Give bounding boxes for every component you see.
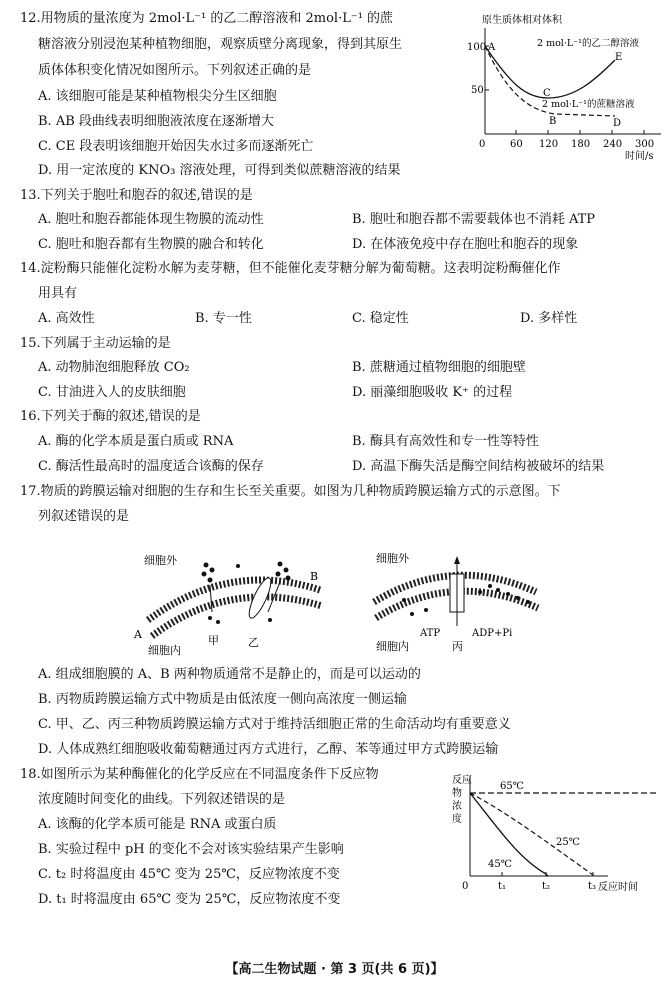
q17-label-jia: 甲 <box>208 634 219 647</box>
q12-point-b: B <box>549 116 557 127</box>
q18-stem-line2: 浓度随时间变化的曲线。下列叙述错误的是 <box>38 792 286 807</box>
q12-ylabel: 原生质体相对体积 <box>482 15 562 26</box>
q18-stem-line1: 18.如图所示为某种酶催化的化学反应在不同温度条件下反应物 <box>20 767 379 782</box>
q17-stem-line2: 列叙述错误的是 <box>38 509 130 524</box>
q15-stem: 15.下列属于主动运输的是 <box>20 336 171 351</box>
q12-option-a: A. 该细胞可能是某种植物根尖分生区细胞 <box>38 89 277 104</box>
q17-right-outside: 细胞外 <box>376 552 409 565</box>
q13-stem: 13.下列关于胞吐和胞吞的叙述,错误的是 <box>20 188 253 203</box>
q12-option-c: C. CE 段表明该细胞开始因失水过多而逐渐死亡 <box>38 139 314 154</box>
q14-option-b: B. 专一性 <box>195 311 252 326</box>
q12-ytick-100: 100 <box>467 42 487 53</box>
q17-label-yi: 乙 <box>248 636 259 649</box>
q13-option-b: B. 胞吐和胞吞都不需要载体也不消耗 ATP <box>352 212 596 227</box>
q18-ylabel-4: 度 <box>452 814 462 825</box>
q17-option-d: D. 人体成熟红细胞吸收葡萄糖通过丙方式进行，乙醇、苯等通过甲方式跨膜运输 <box>38 742 499 757</box>
q12-xtick-60: 60 <box>510 139 523 150</box>
q12-xtick-300: 300 <box>635 139 655 150</box>
q18-option-d: D. t₁ 时将温度由 65℃ 变为 25℃，反应物浓度不变 <box>38 892 341 907</box>
q16-stem: 16.下列关于酶的叙述,错误的是 <box>20 409 201 424</box>
q14-option-a: A. 高效性 <box>38 311 95 326</box>
q12-label-glycol: 2 mol·L⁻¹的乙二醇溶液 <box>537 38 639 49</box>
q18-origin: 0 <box>462 881 469 892</box>
q18-option-b: B. 实验过程中 pH 的变化不会对该实验结果产生影响 <box>38 842 344 857</box>
q18-option-c: C. t₂ 时将温度由 45℃ 变为 25℃，反应物浓度不变 <box>38 867 340 882</box>
q18-label-25: 25℃ <box>556 837 580 848</box>
q12-point-a: A <box>488 42 496 53</box>
q15-option-b: B. 蔗糖通过植物细胞的细胞壁 <box>352 360 526 375</box>
q17-option-a: A. 组成细胞膜的 A、B 两种物质通常不是静止的，而是可以运动的 <box>38 667 421 682</box>
q17-figure-left <box>130 540 330 658</box>
q14-stem-line1: 14.淀粉酶只能催化淀粉水解为麦芽糖，但不能催化麦芽糖分解为葡萄糖。这表明淀粉酶催化作 <box>20 261 561 276</box>
q17-option-c: C. 甲、乙、丙三种物质跨膜运输方式对于维持活细胞正常的生命活动均有重要意义 <box>38 717 511 732</box>
q16-option-c: C. 酶活性最高时的温度适合该酶的保存 <box>38 459 264 474</box>
q17-right-inside: 细胞内 <box>376 640 409 653</box>
q12-stem-line2: 糖溶液分别浸泡某种植物细胞，观察质壁分离现象，得到其原生 <box>38 37 403 52</box>
q12-stem-line3: 质体体积变化情况如图所示。下列叙述正确的是 <box>38 63 312 78</box>
q17-figure-right <box>368 540 548 658</box>
q15-option-d: D. 丽藻细胞吸收 K⁺ 的过程 <box>352 385 513 400</box>
q12-label-sucrose: 2 mol·L⁻¹的蔗糖溶液 <box>542 99 635 110</box>
q12-point-d: D <box>613 118 622 129</box>
q14-option-c: C. 稳定性 <box>352 311 409 326</box>
q12-ytick-50: 50 <box>471 85 484 96</box>
q17-label-a: A <box>134 628 142 641</box>
q12-option-d: D. 用一定浓度的 KNO₃ 溶液处理，可得到类似蔗糖溶液的结果 <box>38 163 401 178</box>
q17-option-b: B. 丙物质跨膜运输方式中物质是由低浓度一侧向高浓度一侧运输 <box>38 692 407 707</box>
q17-label-adp: ADP+Pi <box>472 628 513 639</box>
q16-option-b: B. 酶具有高效性和专一性等特性 <box>352 434 539 449</box>
q18-xlabel: 反应时间 <box>598 882 638 893</box>
q18-ylabel-2: 物 <box>452 788 462 799</box>
q18-tick-t1: t₁ <box>498 881 507 892</box>
q15-option-a: A. 动物肺泡细胞释放 CO₂ <box>38 360 190 375</box>
q12-chart <box>465 8 665 168</box>
q18-chart <box>448 768 663 898</box>
q12-point-c: C <box>543 88 551 99</box>
q17-label-bing: 丙 <box>452 640 463 653</box>
q15-option-c: C. 甘油进入人的皮肤细胞 <box>38 385 186 400</box>
q12-xtick-120: 120 <box>539 139 559 150</box>
q14-option-d: D. 多样性 <box>520 311 578 326</box>
q17-label-atp: ATP <box>420 628 441 639</box>
q18-tick-t3: t₃ <box>588 881 597 892</box>
q17-left-inside: 细胞内 <box>148 644 181 657</box>
q18-label-65: 65℃ <box>500 781 524 792</box>
q16-option-a: A. 酶的化学本质是蛋白质或 RNA <box>38 434 234 449</box>
q18-tick-t2: t₂ <box>542 881 551 892</box>
q17-label-b: B <box>310 570 319 583</box>
q12-xtick-240: 240 <box>603 139 623 150</box>
q12-option-b: B. AB 段曲线表明细胞液浓度在逐渐增大 <box>38 114 274 129</box>
q17-left-outside: 细胞外 <box>144 554 177 567</box>
q13-option-a: A. 胞吐和胞吞都能体现生物膜的流动性 <box>38 212 264 227</box>
q13-option-c: C. 胞吐和胞吞都有生物膜的融合和转化 <box>38 237 264 252</box>
q14-stem-line2: 用具有 <box>38 286 78 301</box>
q13-option-d: D. 在体液免疫中存在胞吐和胞吞的现象 <box>352 237 579 252</box>
q12-point-e: E <box>615 52 623 63</box>
q17-stem-line1: 17.物质的跨膜运输对细胞的生存和生长至关重要。如图为几种物质跨膜运输方式的示意图。下 <box>20 484 561 499</box>
q16-option-d: D. 高温下酶失活是酶空间结构被破坏的结果 <box>352 459 605 474</box>
q12-stem-line1: 12.用物质的量浓度为 2mol·L⁻¹ 的乙二醇溶液和 2mol·L⁻¹ 的蔗 <box>20 11 394 26</box>
q18-label-45: 45℃ <box>488 859 512 870</box>
q12-origin: 0 <box>479 139 486 150</box>
q18-ylabel-3: 浓 <box>452 801 462 812</box>
q18-option-a: A. 该酶的化学本质可能是 RNA 或蛋白质 <box>38 817 277 832</box>
q12-xlabel: 时间/s <box>625 151 654 162</box>
page-footer: 【高二生物试题 · 第 3 页(共 6 页)】 <box>225 962 444 977</box>
q12-xtick-180: 180 <box>571 139 591 150</box>
q18-ylabel-1: 反应 <box>452 775 472 786</box>
